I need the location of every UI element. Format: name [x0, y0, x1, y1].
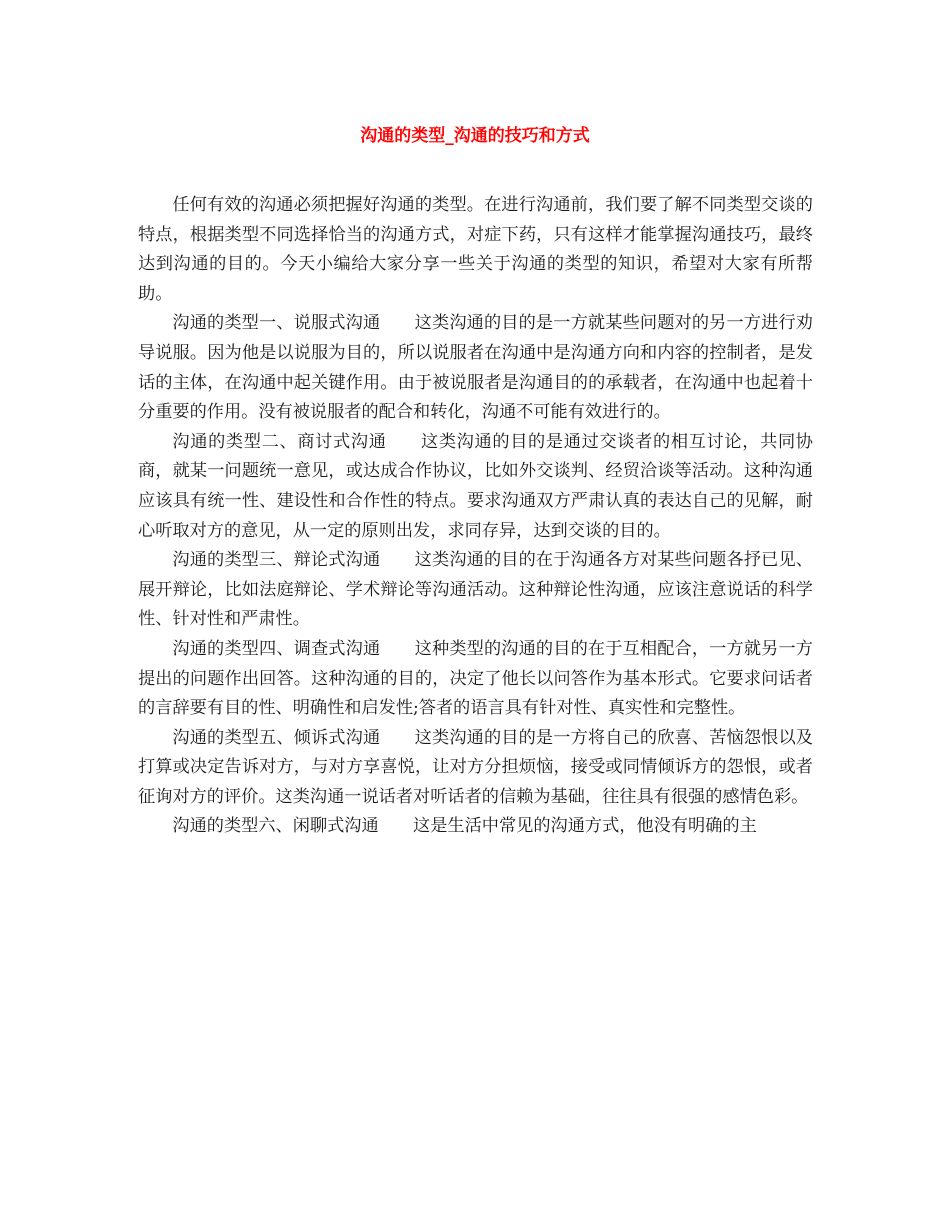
section-heading-1: 沟通的类型一、说服式沟通	[172, 313, 381, 334]
document-title: 沟通的类型_沟通的技巧和方式	[360, 126, 590, 146]
section-text-4: 这种类型的沟通的目的在于互相配合，一方就另一方提出的问题作出回答。这种沟通的目的，决定了他长以问答作为基本形式。它要求问话者的言辞要有目的性、明确性和启发性;答者的语言具有针对性、真实性和完整性。	[138, 638, 813, 719]
section-text-1: 这类沟通的目的是一方就某些问题对的另一方进行劝导说服。因为他是以说服为目的，所以说服者在沟通中是沟通方向和内容的控制者，是发话的主体，在沟通中起关键作用。由于被说服者是沟通目的的承载者，在沟通中也起着十分重要的作用。没有被说服者的配合和转化，沟通不可能有效进行的。	[138, 313, 813, 423]
section-text-3: 这类沟通的目的在于沟通各方对某些问题各抒已见、展开辩论，比如法庭辩论、学术辩论等沟通活动。这种辩论性沟通，应该注意说话的科学性、针对性和严肃性。	[138, 550, 813, 630]
section-paragraph-1	[138, 309, 813, 427]
section-text-6: 这是生活中常见的沟通方式，他没有明确的主	[413, 816, 757, 837]
section-heading-4: 沟通的类型四、调查式沟通	[172, 638, 381, 659]
document-body	[138, 191, 813, 842]
section-paragraph-5	[138, 724, 813, 813]
section-text-5: 这类沟通的目的是一方将自己的欣喜、苦恼怨恨以及打算或决定告诉对方，与对方享喜悦，让对方分担烦恼，接受或同情倾诉方的怨恨，或者征询对方的评价。这类沟通一说话者对听话者的信赖为基础，往往具有很强的感情色彩。	[138, 727, 813, 807]
section-heading-2: 沟通的类型二、商讨式沟通	[172, 431, 387, 452]
section-paragraph-6	[138, 812, 813, 842]
section-heading-6: 沟通的类型六、闲聊式沟通	[172, 816, 379, 837]
section-text-2: 这类沟通的目的是通过交谈者的相互讨论，共同协商，就某一问题统一意见，或达成合作协议，比如外交谈判、经贸洽谈等活动。这种沟通应该具有统一性、建设性和合作性的特点。要求沟通双方严肃认真的表达自己的见解，耐心听取对方的意见，从一定的原则出发，求同存异，达到交谈的目的。	[138, 431, 813, 541]
section-paragraph-4	[138, 635, 813, 724]
section-heading-5: 沟通的类型五、倾诉式沟通	[172, 727, 381, 748]
section-paragraph-3	[138, 546, 813, 635]
intro-paragraph: 任何有效的沟通必须把握好沟通的类型。在进行沟通前，我们要了解不同类型交谈的特点，根据类型不同选择恰当的沟通方式，对症下药，只有这样才能掌握沟通技巧，最终达到沟通的目的。今天小编给大家分享一些关于沟通的类型的知识，希望对大家有所帮助。	[138, 195, 813, 304]
section-paragraph-2	[138, 428, 813, 546]
section-heading-3: 沟通的类型三、辩论式沟通	[172, 550, 381, 571]
